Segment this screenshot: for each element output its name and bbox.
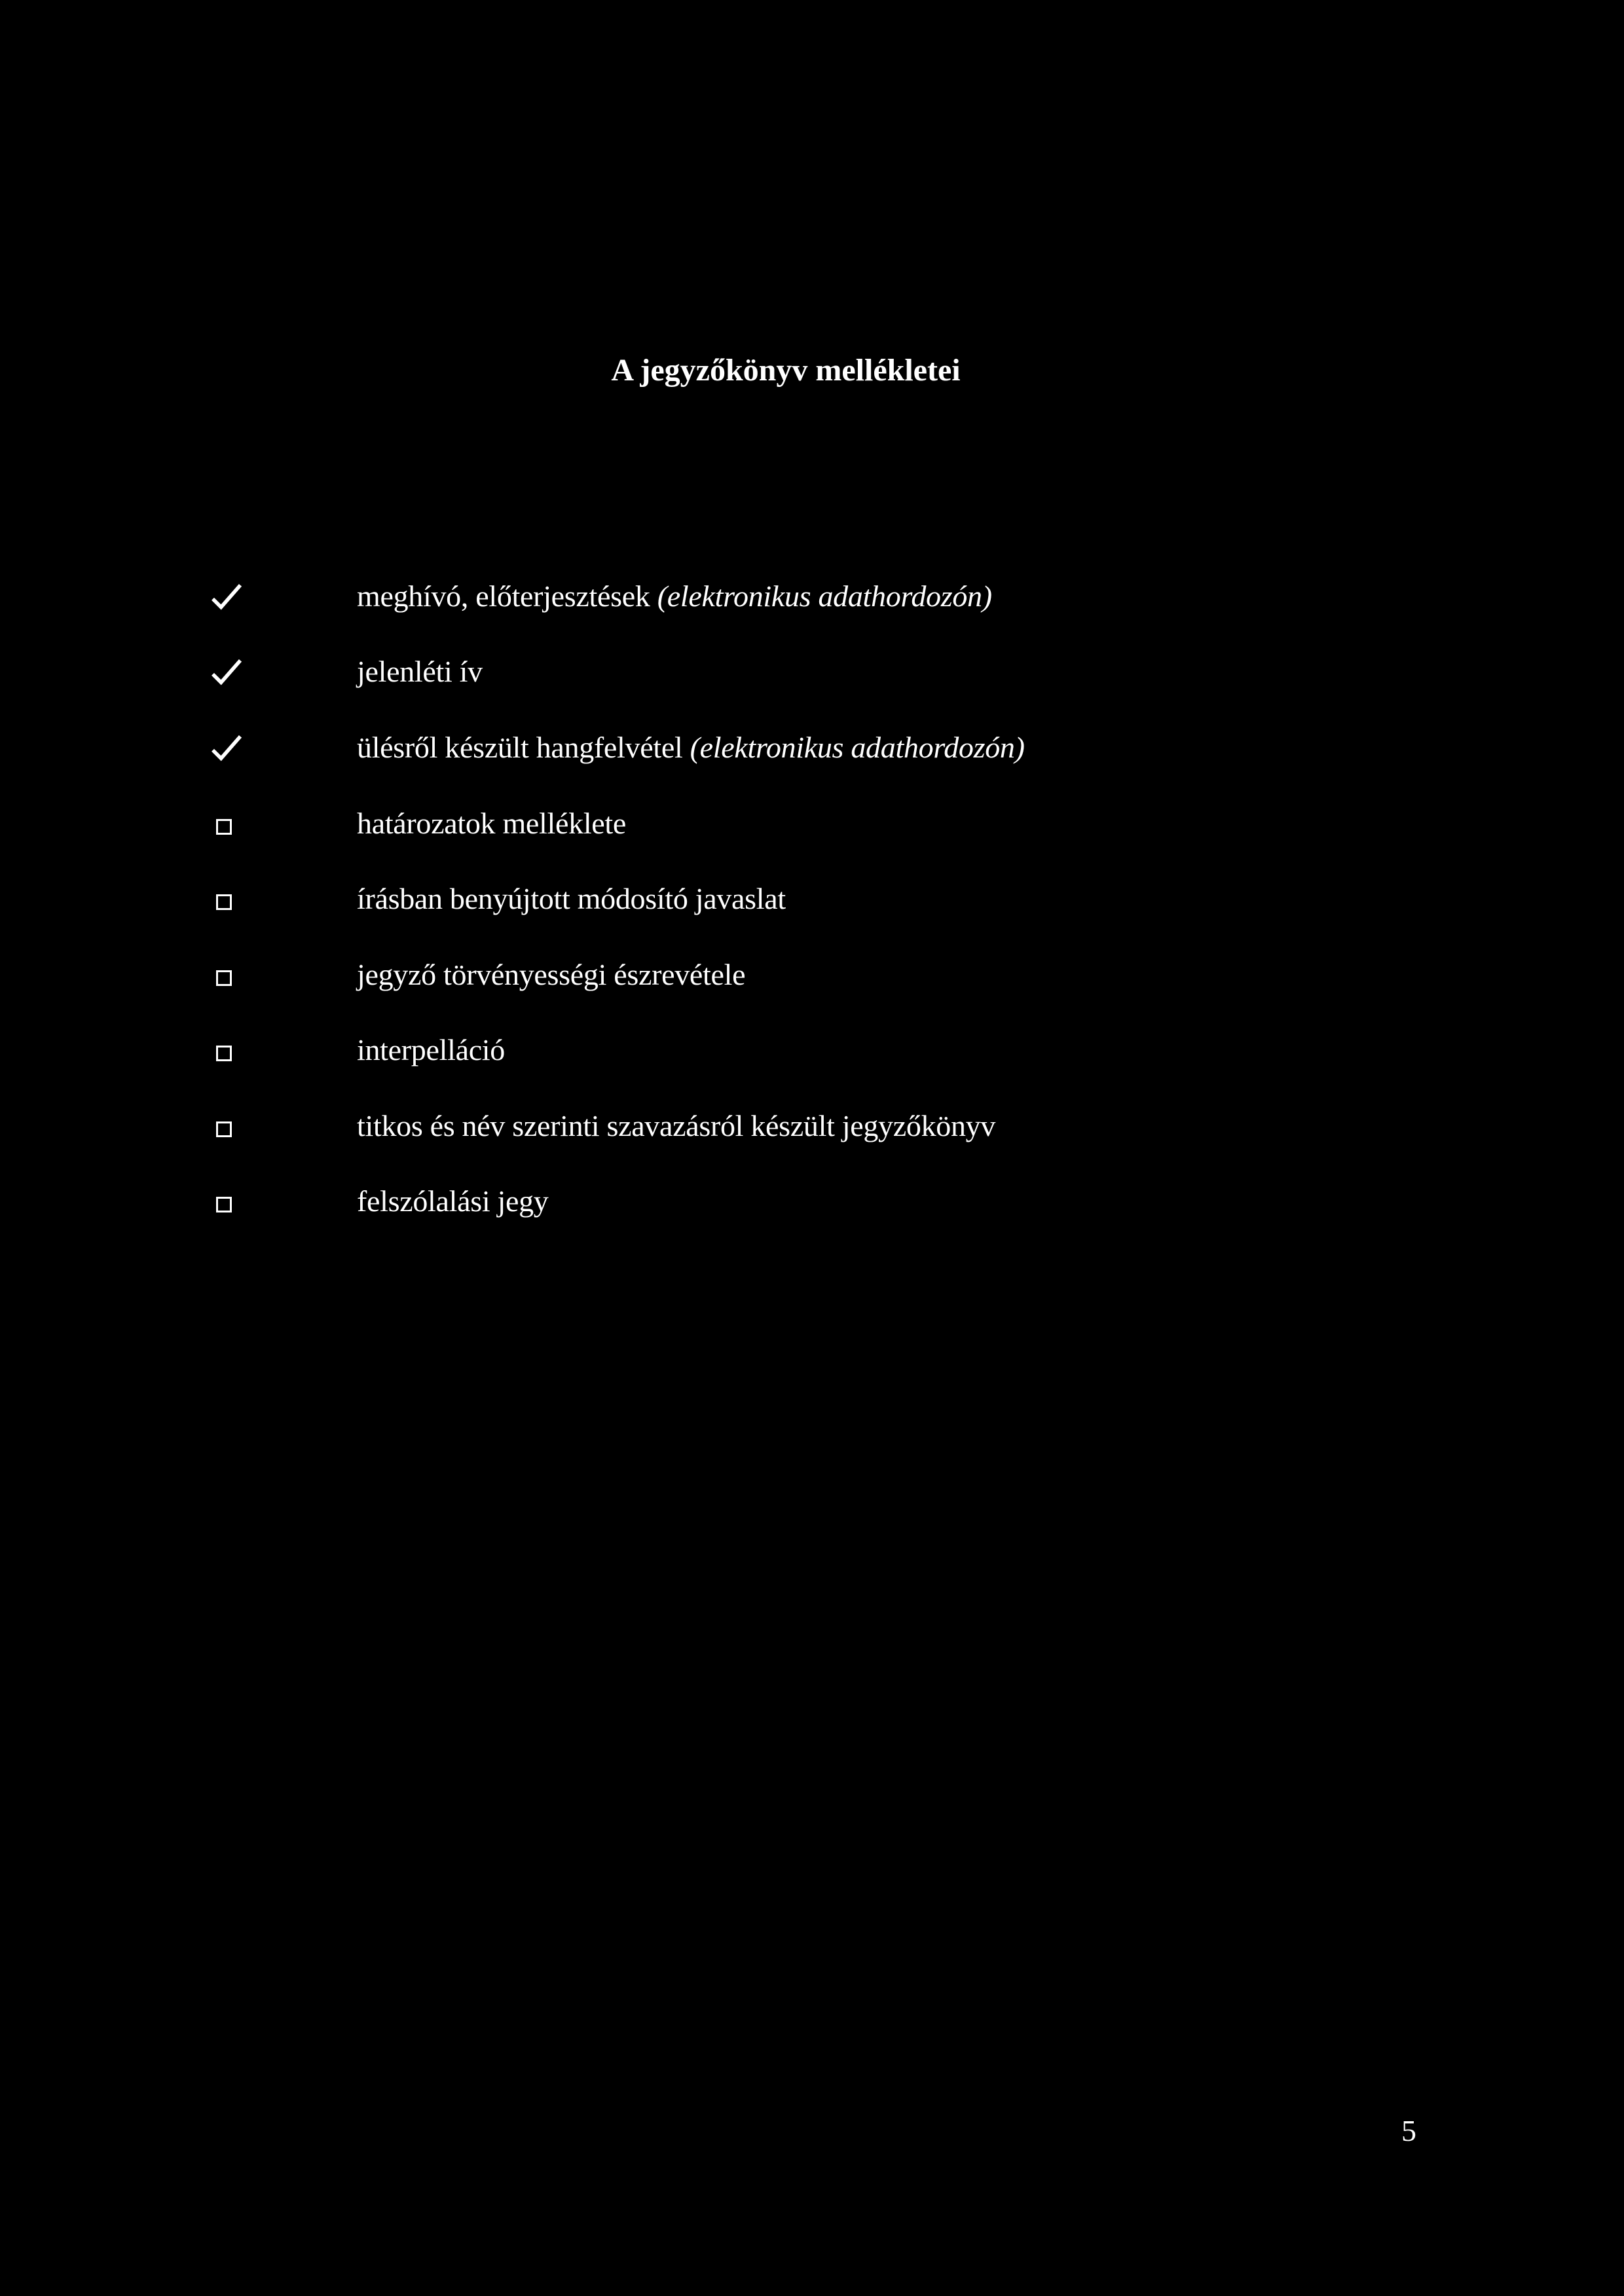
- check-icon: [203, 575, 242, 621]
- list-item: [0, 575, 1624, 627]
- list-item: [0, 1104, 1624, 1157]
- list-item: [0, 650, 1624, 702]
- attachment-label: jelenléti ív: [357, 655, 483, 688]
- attachment-label: titkos és név szerinti szavazásról készült jegyzőkönyv: [357, 1109, 996, 1142]
- attachment-label: interpelláció: [357, 1033, 505, 1066]
- checkbox-icon: [203, 877, 242, 923]
- list-item: [0, 726, 1624, 778]
- checkbox-icon: [203, 1029, 242, 1074]
- attachment-label: határozatok melléklete: [357, 807, 627, 840]
- check-icon: [203, 726, 242, 772]
- page-title: A jegyzőkönyv mellékletei: [611, 353, 961, 388]
- list-item: [0, 953, 1624, 1006]
- page-number: 5: [1401, 2114, 1416, 2147]
- attachment-note: (elektronikus adathordozón): [657, 579, 992, 613]
- checkbox-icon: [203, 953, 242, 999]
- checkbox-icon: [203, 1104, 242, 1150]
- list-item: [0, 877, 1624, 930]
- attachment-label: ülésről készült hangfelvétel (elektronikus adathordozón): [357, 731, 1025, 764]
- attachment-note: (elektronikus adathordozón): [690, 731, 1025, 764]
- attachment-label: felszólalási jegy: [357, 1184, 549, 1218]
- attachment-label: jegyző törvényességi észrevétele: [357, 958, 746, 991]
- list-item: [0, 802, 1624, 854]
- check-icon: [203, 650, 242, 696]
- checkbox-icon: [203, 802, 242, 848]
- checkbox-icon: [203, 1180, 242, 1226]
- list-item: [0, 1180, 1624, 1232]
- attachment-label: írásban benyújtott módosító javaslat: [357, 882, 786, 915]
- attachment-label: meghívó, előterjesztések (elektronikus adathordozón): [357, 579, 992, 613]
- list-item: [0, 1029, 1624, 1081]
